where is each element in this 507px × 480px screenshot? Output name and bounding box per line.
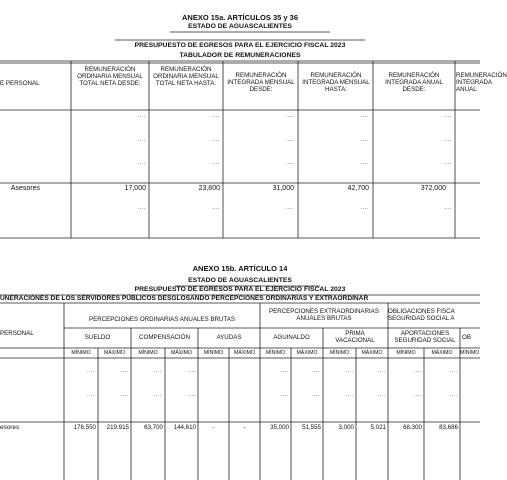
- state-title-a: ESTADO DE AGUASCALIENTES: [188, 23, 292, 30]
- sub-ayudas: AYUDAS: [216, 334, 242, 341]
- header-ordinaria-desde: REMUNERACIÓN ORDINARIA MENSUAL TOTAL NETA DESDE:: [77, 66, 143, 88]
- dots: ....: [137, 113, 146, 119]
- dots: ....: [86, 392, 95, 398]
- min-label: MÍNIMO: [265, 350, 286, 356]
- dots: ....: [360, 205, 369, 211]
- ayudas-min: -: [212, 424, 215, 431]
- dots: ....: [137, 137, 146, 143]
- max-label: MÁXIMO: [170, 350, 193, 356]
- header-integrada-anual-desde: REMUNERACIÓN INTEGRADA ANUAL DESDE:: [385, 72, 443, 94]
- dots: ....: [285, 137, 294, 143]
- aguinaldo-min: 35,000: [270, 424, 289, 431]
- row-label-asesores: Asesores: [10, 185, 40, 192]
- dots: ....: [280, 368, 289, 374]
- dots: ....: [443, 113, 452, 119]
- sub-aguinaldo: AGUINALDO: [273, 334, 310, 341]
- ayudas-max: -: [243, 424, 246, 431]
- sub-ob: OB: [462, 334, 471, 341]
- sub-compensacion: COMPENSACIÓN: [139, 334, 190, 341]
- value-ordinaria-desde: 17,000: [124, 185, 146, 192]
- dots: ....: [360, 137, 369, 143]
- aportaciones-min: 68,300: [403, 424, 422, 431]
- row-label-asesores-b: esores: [0, 424, 20, 431]
- max-label: MÁXIMO: [296, 350, 318, 356]
- dots: ....: [86, 368, 95, 374]
- dots: ....: [137, 160, 146, 166]
- dots: ....: [187, 392, 196, 398]
- annex-15a-title: ANEXO 15a. ARTÍCULOS 35 y 36: [181, 13, 298, 22]
- header-integrada-anual: REMUNERACIÓN INTEGRADA ANUAL: [456, 72, 507, 94]
- dots: ....: [153, 392, 162, 398]
- budget-title-a: PRESUPUESTO DE EGRESOS PARA EL EJERCICIO FISCAL 2023: [134, 42, 346, 49]
- min-label: MÍNIMO: [396, 350, 416, 356]
- value-integrada-mensual-desde: 31,000: [272, 185, 294, 192]
- dots: ....: [345, 392, 354, 398]
- value-integrada-anual-desde: 372,000: [420, 185, 446, 192]
- dots: ....: [413, 368, 422, 374]
- dots: ....: [211, 205, 220, 211]
- dots: ....: [449, 368, 458, 374]
- dots: ....: [211, 160, 220, 166]
- sueldo-max: 219,915: [106, 424, 129, 431]
- sub-prima-vacacional: PRIMA VACACIONAL: [335, 330, 375, 345]
- remuneraciones-title: UNERACIONES DE LOS SERVIDORES PÚBLICOS DESGLOSANDO PERCEPCIONES ORDINARIAS Y EXTRAORDINAR: [0, 295, 369, 302]
- compensacion-min: 63,700: [144, 424, 163, 431]
- min-label: MÍNIMO: [460, 350, 480, 356]
- dots: ....: [360, 113, 369, 119]
- dots: ....: [153, 368, 162, 374]
- dots: ....: [311, 368, 320, 374]
- dots: ....: [311, 392, 320, 398]
- max-label: MÁXIMO: [361, 350, 383, 356]
- dots: ....: [280, 392, 289, 398]
- value-ordinaria-hasta: 23,800: [198, 185, 220, 192]
- sueldo-min: 176,550: [73, 424, 96, 431]
- dots: ....: [449, 392, 458, 398]
- dots: ....: [285, 160, 294, 166]
- group-extraordinarias: PERCEPCIONES EXTRAORDINARIAS ANUALES BRUTAS: [268, 308, 380, 323]
- dots: ....: [285, 205, 294, 211]
- prima-max: 5,021: [370, 424, 386, 431]
- dots: ....: [345, 368, 354, 374]
- dots: ....: [377, 368, 386, 374]
- min-label: MÍNIMO: [71, 350, 91, 356]
- header-ordinaria-hasta: REMUNERACIÓN ORDINARIA MENSUAL TOTAL NETA HASTA:: [153, 66, 219, 88]
- min-label: MÍNIMO: [203, 350, 224, 356]
- compensacion-max: 144,610: [173, 424, 196, 431]
- dots: ....: [285, 113, 294, 119]
- dots: ....: [443, 205, 452, 211]
- value-integrada-mensual-hasta: 42,700: [347, 185, 369, 192]
- dots: ....: [211, 137, 220, 143]
- personal-header-b: PERSONAL: [0, 330, 34, 337]
- dots: ....: [377, 392, 386, 398]
- aportaciones-max: 83,686: [439, 424, 458, 431]
- min-label: MÍNIMO: [138, 350, 158, 356]
- max-label: MÁXIMO: [103, 350, 126, 356]
- dots: ....: [211, 113, 220, 119]
- dots: ....: [120, 392, 129, 398]
- max-label: MÁXIMO: [431, 350, 453, 356]
- dots: ....: [443, 137, 452, 143]
- state-title-b: ESTADO DE AGUASCALIENTES: [188, 277, 292, 284]
- dots: ....: [137, 205, 146, 211]
- budget-title-b: PRESUPUESTO DE EGRESOS PARA EL EJERCICIO FISCAL 2023: [134, 286, 346, 293]
- dots: ....: [360, 160, 369, 166]
- prima-min: 3,000: [338, 424, 354, 431]
- max-label: MÁXIMO: [233, 350, 256, 356]
- dots: ....: [187, 368, 196, 374]
- aguinaldo-max: 51,555: [302, 424, 321, 431]
- dots: ....: [413, 392, 422, 398]
- header-integrada-mensual-desde: REMUNERACIÓN INTEGRADA MENSUAL DESDE:: [227, 72, 295, 94]
- tabulador-title: TABULADOR DE REMUNERACIONES: [179, 52, 301, 59]
- sub-sueldo: SUELDO: [84, 334, 111, 341]
- group-obligaciones: OBLIGACIONES FISCA SEGURIDAD SOCIAL A: [388, 308, 455, 323]
- personal-header-a: E PERSONAL: [0, 80, 40, 87]
- dots: ....: [120, 368, 129, 374]
- group-ordinarias: PERCEPCIONES ORDINARIAS ANUALES BRUTAS: [88, 316, 235, 323]
- header-integrada-mensual-hasta: REMUNERACIÓN INTEGRADA MENSUAL HASTA:: [302, 72, 370, 94]
- dots: ....: [443, 160, 452, 166]
- sub-aportaciones: APORTACIONES SEGURIDAD SOCIAL: [394, 330, 456, 345]
- min-label: MÍNIMO: [329, 350, 350, 356]
- annex-15b-title: ANEXO 15b. ARTÍCULO 14: [192, 264, 288, 273]
